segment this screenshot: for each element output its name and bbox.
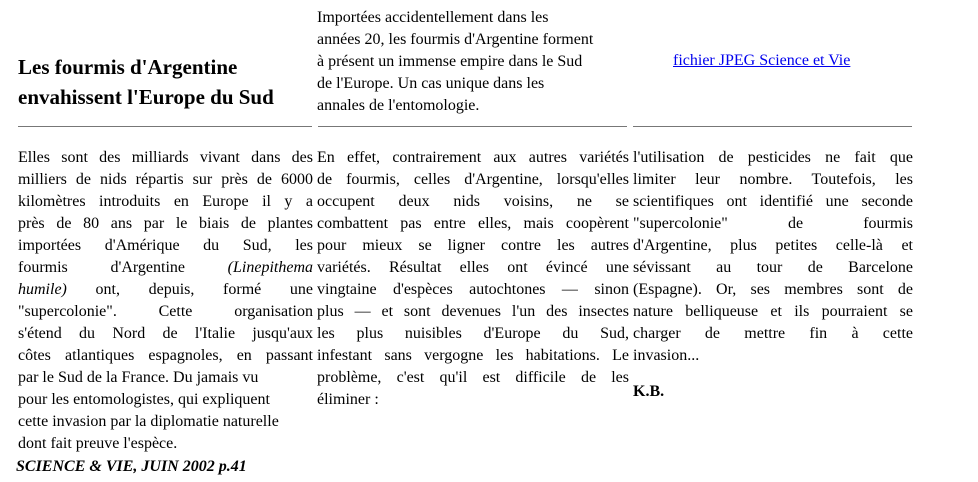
title-line-1: Les fourmis d'Argentine	[18, 55, 238, 79]
author-signature: K.B.	[633, 383, 665, 400]
text-line: pour les entomologistes, qui expliquent	[18, 391, 270, 408]
text-line: plus — et sont devenues l'un des insectes	[317, 303, 629, 320]
text-line: (Espagne). Or, ses membres sont de	[633, 281, 913, 298]
text-line: pour mieux se ligner contre les autres	[317, 237, 629, 254]
jpeg-file-link[interactable]: fichier JPEG Science et Vie	[673, 52, 851, 69]
text-line: "supercolonie". Cette organisation	[18, 303, 313, 320]
text-line: "supercolonie" de fourmis	[633, 215, 913, 232]
divider-col1	[18, 126, 312, 127]
text-line: problème, c'est qu'il est difficile de les	[317, 369, 629, 386]
text-line: vingtaine d'espèces autochtones — sinon	[317, 281, 629, 298]
text-line: l'utilisation de pesticides ne fait que	[633, 149, 913, 166]
text-line: occupent deux nids voisins, ne se	[317, 193, 629, 210]
text-line: Elles sont des milliards vivant dans des	[18, 149, 313, 166]
article-column-2	[317, 147, 629, 411]
intro-line: années 20, les fourmis d'Argentine forment	[317, 31, 594, 48]
text-line: les plus nuisibles d'Europe du Sud,	[317, 325, 629, 342]
article-column-3	[633, 147, 913, 367]
divider-col3	[633, 126, 912, 127]
intro-line: annales de l'entomologie.	[317, 97, 480, 114]
text-line: milliers de nids répartis sur près de 6000	[18, 171, 313, 188]
text-line: scientifiques ont identifié une seconde	[633, 193, 913, 210]
text-line: combattent pas entre elles, mais coopèrent	[317, 215, 629, 232]
text-line: cette invasion par la diplomatie naturelle	[18, 413, 279, 430]
text-line: sévissant au tour de Barcelone	[633, 259, 913, 276]
text-line: par le Sud de la France. Du jamais vu	[18, 369, 259, 386]
text-line: invasion...	[633, 347, 700, 364]
text-line: éliminer :	[317, 391, 379, 408]
text-line: nature belliqueuse et ils pourraient se	[633, 303, 913, 320]
text-line: variétés. Résultat elles ont évincé une	[317, 259, 629, 276]
intro-line: Importées accidentellement dans les	[317, 9, 549, 26]
text-line: humile) ont, depuis, formé une	[18, 281, 313, 298]
text-line: kilomètres introduits en Europe il y a	[18, 193, 313, 210]
text-line: dont fait preuve l'espèce.	[18, 435, 178, 452]
text-line: côtes atlantiques espagnoles, en passant	[18, 347, 313, 364]
article-title	[18, 52, 318, 112]
text-line: En effet, contrairement aux autres variétés	[317, 149, 629, 166]
intro-line: à présent un immense empire dans le Sud	[317, 53, 583, 70]
text-line: de fourmis, celles d'Argentine, lorsqu'elles	[317, 171, 629, 188]
text-line: près de 80 ans par le biais de plantes	[18, 215, 313, 232]
text-line: limiter leur nombre. Toutefois, les	[633, 171, 913, 188]
text-line: d'Argentine, plus petites celle-là et	[633, 237, 913, 254]
article-column-1	[18, 147, 313, 455]
text-line: charger de mettre fin à cette	[633, 325, 913, 342]
intro-text	[317, 7, 635, 117]
text-line: s'étend du Nord de l'Italie jusqu'aux	[18, 325, 313, 342]
source-citation: SCIENCE & VIE, JUIN 2002 p.41	[16, 458, 247, 475]
text-line: importées d'Amérique du Sud, les	[18, 237, 313, 254]
intro-line: de l'Europe. Un cas unique dans les	[317, 75, 545, 92]
title-line-2: envahissent l'Europe du Sud	[18, 85, 274, 109]
text-line: fourmis d'Argentine (Linepithema	[18, 259, 313, 276]
text-line: infestant sans vergogne les habitations. Le	[317, 347, 629, 364]
divider-col2	[318, 126, 627, 127]
